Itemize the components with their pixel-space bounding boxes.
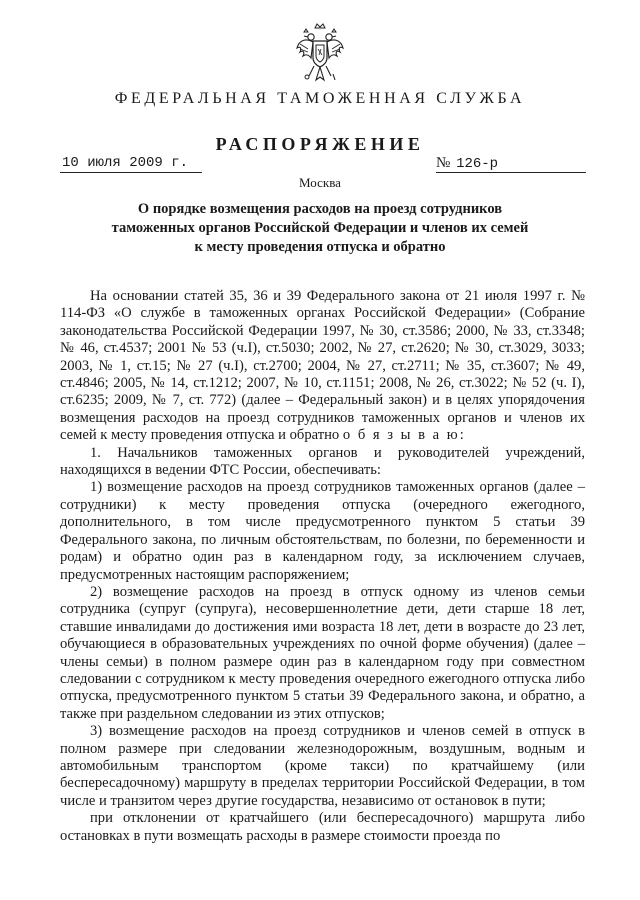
document-number	[436, 154, 586, 173]
document-date: 10 июля 2009 г.	[60, 154, 202, 173]
number-prefix: №	[436, 155, 451, 171]
russian-coat-of-arms-icon	[294, 22, 346, 84]
agency-name: ФЕДЕРАЛЬНАЯ ТАМОЖЕННАЯ СЛУЖБА	[114, 90, 526, 107]
number-value: 126-р	[456, 156, 499, 172]
document-title	[90, 200, 550, 257]
intro-paragraph	[60, 288, 585, 445]
item-1-3: 3) возмещение расходов на проезд сотрудников и членов семей в отпуск в полном размере при следовании железнодорожным, воздушным, водным и автомобильным транспортом (кроме такси) по кратчайшему (или беспересадочному) маршруту в пределах территории Российской Федерации, в том числе и транзитом через другие государства, независимо от остановок в пути;	[60, 723, 585, 809]
item-1-2: 2) возмещение расходов на проезд в отпуск одному из членов семьи сотрудника (супруг (супруга), несовершеннолетние дети, дети старше 18 лет, ставшие инвалидами до достижения ими возраста 18 лет, дети в возрасте до 23 лет, обучающиеся в образовательных учреждениях по очной форме обучения) (далее – члены семьи) в полном размере один раз в календарном году при совместном следовании с сотрудником к месту проведения очередного ежегодного отпуска либо отпуска, предусмотренного пунктом 5 статьи 39 Федерального закона, и обратно, а также при раздельном следовании из этих отпусков;	[60, 583, 585, 722]
title-line-3: к месту проведения отпуска и обратно	[194, 239, 446, 255]
obligate-word: о б я з ы в а ю:	[342, 427, 466, 444]
title-line-2: таможенных органов Российской Федерации и членов их семей	[111, 220, 529, 236]
item-1-4: при отклонении от кратчайшего (или беспересадочного) маршрута либо остановках в пути возмещать расходы в размере стоимости проезда по	[60, 810, 585, 844]
document-type: РАСПОРЯЖЕНИЕ	[215, 134, 425, 154]
city: Москва	[299, 175, 341, 190]
document-body	[60, 288, 585, 845]
intro-text: На основании статей 35, 36 и 39 Федерального закона от 21 июля 1997 г. № 114-ФЗ «О службе в таможенных органах Российской Федерации» (Собрание законодательства Российской Федерации 1997, № 30, ст.3586; 2000, № 33, ст.3348; № 46, ст.4537; 2001 № 53 (ч.I), ст.5030; 2002, № 27, ст.2620; № 30, ст.3029, 3033; 2003, № 1, ст.15; № 27 (ч.I), ст.2700; 2004, № 27, ст.2711; № 35, ст.3607; № 49, ст.4846; 2005, № 14, ст.1212; 2007, № 10, ст.1151; 2008, № 26, ст.3022; № 52 (ч. I), ст.6235; 2009, № 7, ст. 772) (далее – Федеральный закон) и в целях упорядочения возмещения расходов на проезд сотрудников таможенных органов и членов их семей к месту проведения отпуска и обратно	[60, 288, 585, 444]
title-line-1: О порядке возмещения расходов на проезд сотрудников	[137, 201, 503, 217]
item-1-1: 1) возмещение расходов на проезд сотрудников таможенных органов (далее – сотрудники) к месту проведения отпуска (очередного ежегодного, дополнительного, в том числе предусмотренного пунктом 5 статьи 39 Федерального закона, по личным обстоятельствам, по болезни, по беременности и родам) и обратно один раз в календарном году, за исключением случаев, предусмотренных настоящим распоряжением;	[60, 479, 585, 583]
item-1: 1. Начальников таможенных органов и руководителей учреждений, находящихся в ведении ФТС России, обеспечивать:	[60, 444, 585, 479]
